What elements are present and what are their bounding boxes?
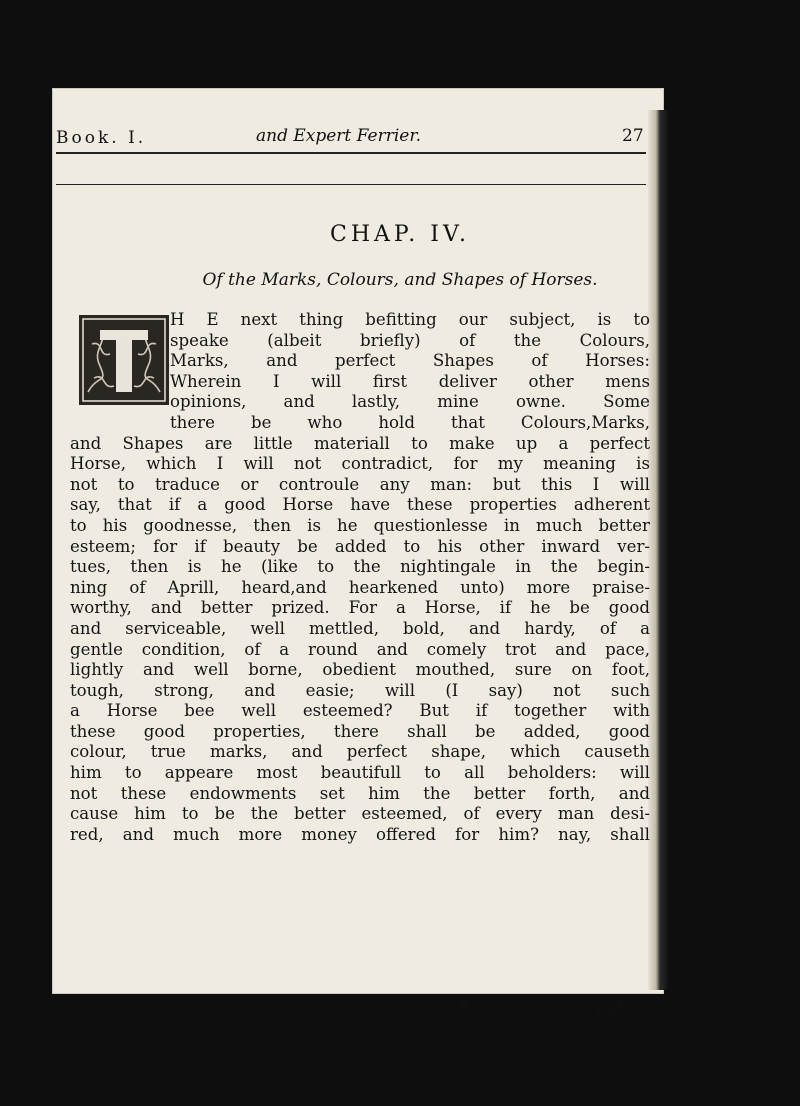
text-line: and serviceable, well mettled, bold, and hardy, of a: [70, 618, 650, 638]
text-line: not to traduce or controule any man: but this I will: [70, 474, 650, 494]
text-line: cause him to be the better esteemed, of every man desi-: [70, 804, 650, 824]
text-line: esteem; for if beauty be added to his other inward ver-: [70, 536, 650, 556]
text-line: these good properties, there shall be added, good: [70, 721, 650, 741]
text-line: red, and much more money offered for him? nay, shall: [70, 824, 650, 844]
header-title: and Expert Ferrier.: [256, 126, 422, 146]
header-rule-lower: [56, 184, 646, 185]
chapter-heading: CHAP. IV.: [330, 222, 470, 247]
text-line: to his goodnesse, then is he questionlesse in much better: [70, 515, 650, 535]
signature-mark: E 2: [458, 998, 487, 1018]
text-line: gentle condition, of a round and comely trot and pace,: [70, 639, 650, 659]
chapter-subtitle: Of the Marks, Colours, and Shapes of Horses.: [202, 270, 598, 290]
text-line: tues, then is he (like to the nightingale in the begin-: [70, 557, 650, 577]
text-line: Wherein I will first deliver other mens: [170, 371, 650, 391]
page-number: 27: [622, 126, 644, 146]
text-line: opinions, and lastly, mine owne. Some: [170, 392, 650, 412]
text-line: say, that if a good Horse have these properties adherent: [70, 495, 650, 515]
text-line: H E next thing befitting our subject, is to: [170, 310, 650, 329]
text-line: worthy, and better prized. For a Horse, if he be good: [70, 598, 650, 618]
text-line: him to appeare most beautifull to all beholders: will: [70, 763, 650, 783]
header-rule: [56, 152, 646, 154]
text-line: and Shapes are little materiall to make up a perfect: [70, 433, 650, 453]
text-line: speake (albeit briefly) of the Colours,: [170, 330, 650, 350]
text-line: Horse, which I will not contradict, for my meaning is: [70, 454, 650, 474]
header-book: Book. I.: [56, 128, 147, 148]
text-line: lightly and well borne, obedient mouthed, sure on foot,: [70, 660, 650, 680]
text-line: not these endowments set him the better forth, and: [70, 783, 650, 803]
text-line: ning of Aprill, heard,and hearkened unto) more praise-: [70, 577, 650, 597]
running-header: [56, 120, 656, 152]
text-line: colour, true marks, and perfect shape, which causeth: [70, 742, 650, 762]
text-line: Marks, and perfect Shapes of Horses:: [170, 351, 650, 371]
text-line: there be who hold that Colours,Marks,: [170, 412, 650, 432]
catchword: not: [596, 998, 625, 1018]
text-line: a Horse bee well esteemed? But if together with: [70, 701, 650, 721]
body-text: [70, 310, 650, 845]
text-line: tough, strong, and easie; will (I say) not such: [70, 680, 650, 700]
